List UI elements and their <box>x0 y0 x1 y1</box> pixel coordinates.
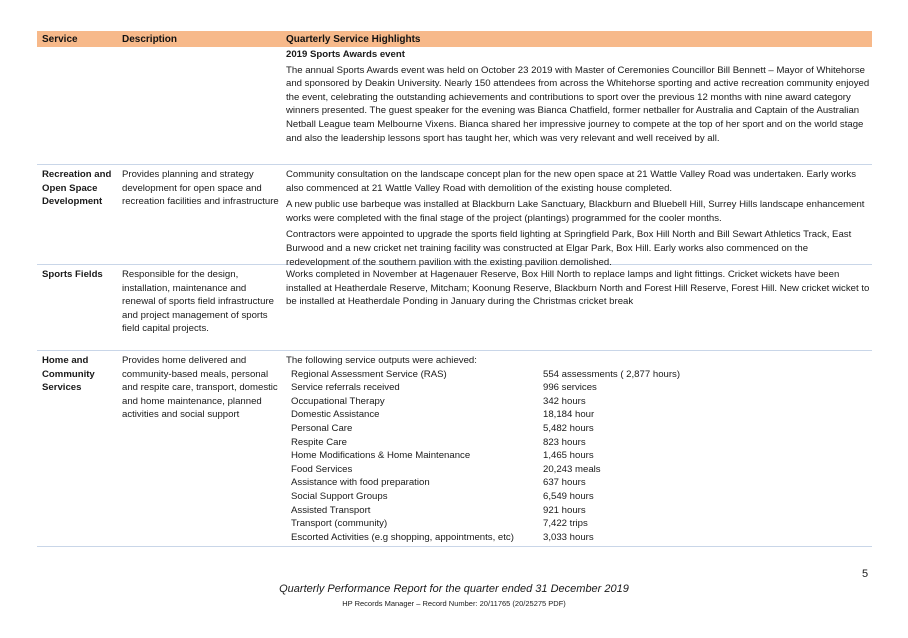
outputs-list <box>286 368 872 545</box>
output-name: Domestic Assistance <box>291 409 380 421</box>
output-row <box>286 463 872 477</box>
service-table <box>37 31 872 547</box>
output-row <box>286 395 872 409</box>
output-value: 7,422 trips <box>543 518 588 530</box>
output-name: Occupational Therapy <box>291 395 385 407</box>
header-highlights: Quarterly Service Highlights <box>286 33 421 45</box>
header-service: Service <box>42 33 78 45</box>
output-name: Assistance with food preparation <box>291 477 430 489</box>
sports-awards-paragraph: The annual Sports Awards event was held on October 23 2019 with Master of Ceremonies Councillor Bill Bennett – Mayor of Whitehorse and sponsored by Deakin University. Nearly 150 attendees from across the Whitehorse sporting and active recreation community enjoyed the event, celebrating the outstanding achievements and contributions to sport over the previous 12 months with nine award category winners presented. The guest speaker for the evening was Bianca Chatfield, former netballer for Australia and Captain of the Australian Netball League team Melbourne Vixens. Bianca shared her impressive journey to compete at the top of her sport and on the world stage and also the leadership lessons sport has taught her, which was very relevant and well received by all. <box>286 64 870 144</box>
service-name: Home and Community Services <box>42 355 95 394</box>
output-value: 921 hours <box>543 504 586 516</box>
output-value: 996 services <box>543 382 597 394</box>
output-row <box>286 517 872 531</box>
highlight-paragraph: Contractors were appointed to upgrade the sports field lighting at Springfield Park, Box Hill North and Bill Sewart Athletics Track, East Burwood and a new cricket net training facility was constructed at Elgar Park, Box Hill. Early works also commenced on the redevelopment of the southern pavilion with the existing pavilion demolished. <box>286 229 852 268</box>
output-name: Regional Assessment Service (RAS) <box>291 368 447 380</box>
page-number: 5 <box>862 568 869 580</box>
output-row <box>286 531 872 545</box>
footer-title: Quarterly Performance Report for the quarter ended 31 December 2019 <box>279 583 629 595</box>
table-row <box>37 47 872 165</box>
output-name: Social Support Groups <box>291 490 388 502</box>
output-row <box>286 422 872 436</box>
table-row <box>37 265 872 351</box>
header-description: Description <box>122 33 178 45</box>
output-name: Personal Care <box>291 422 353 434</box>
footer-record-number: HP Records Manager – Record Number: 20/11765 (20/25275 PDF) <box>342 599 566 608</box>
service-description: Responsible for the design, installation, maintenance and renewal of sports field infrastructure and project management of sports field capital projects. <box>122 269 274 335</box>
output-name: Transport (community) <box>291 518 388 530</box>
highlight-paragraph: A new public use barbeque was installed at Blackburn Lake Sanctuary, Blackburn and Bluebell Hill, Surrey Hills landscape enhancement works were completed with the final stage of the project (plantings) programmed for the cooler months. <box>286 199 865 224</box>
output-value: 342 hours <box>543 395 586 407</box>
output-value: 1,465 hours <box>543 450 594 462</box>
output-name: Respite Care <box>291 436 347 448</box>
service-description: Provides home delivered and community-based meals, personal and respite care, transport, domestic and home maintenance, planned activities and social support <box>122 355 278 421</box>
output-row <box>286 490 872 504</box>
output-name: Food Services <box>291 463 353 475</box>
output-row <box>286 381 872 395</box>
table-header <box>37 31 872 47</box>
table-row <box>37 165 872 268</box>
outputs-intro: The following service outputs were achieved: <box>286 355 477 366</box>
output-value: 637 hours <box>543 477 586 489</box>
table-row <box>37 351 872 547</box>
output-value: 18,184 hour <box>543 409 595 421</box>
output-value: 5,482 hours <box>543 422 594 434</box>
highlight-paragraph: Community consultation on the landscape concept plan for the new open space at 21 Wattle Valley Road was undertaken. Early works also commenced at 21 Wattle Valley Road with demolition of the existing house completed. <box>286 169 857 194</box>
output-row <box>286 368 872 382</box>
output-name: Escorted Activities (e.g shopping, appointments, etc) <box>291 531 514 543</box>
output-value: 823 hours <box>543 436 586 448</box>
output-value: 3,033 hours <box>543 531 594 543</box>
output-row <box>286 408 872 422</box>
output-value: 20,243 meals <box>543 463 601 475</box>
output-row <box>286 504 872 518</box>
output-row <box>286 476 872 490</box>
highlight-paragraph: Works completed in November at Hagenauer Reserve, Box Hill North to replace lamps and light fittings. Cricket wickets have been installed at Heatherdale Reserve, Mitcham; Koonung Reserve, Blackburn North and Forest Hill Reserve, Forest Hill. New cricket wicket to be installed at Heatherdale Ponding in January during the Christmas cricket break <box>286 269 870 308</box>
output-name: Home Modifications & Home Maintenance <box>291 450 471 462</box>
output-value: 554 assessments ( 2,877 hours) <box>543 368 681 380</box>
output-row <box>286 436 872 450</box>
service-description: Provides planning and strategy development for open space and recreation facilities and infrastructure <box>122 169 279 208</box>
service-name: Sports Fields <box>42 269 103 280</box>
output-row <box>286 449 872 463</box>
service-name: Recreation and Open Space Development <box>42 169 112 208</box>
output-name: Assisted Transport <box>291 504 371 516</box>
sports-awards-title: 2019 Sports Awards event <box>286 49 405 60</box>
output-value: 6,549 hours <box>543 490 594 502</box>
output-name: Service referrals received <box>291 382 400 394</box>
